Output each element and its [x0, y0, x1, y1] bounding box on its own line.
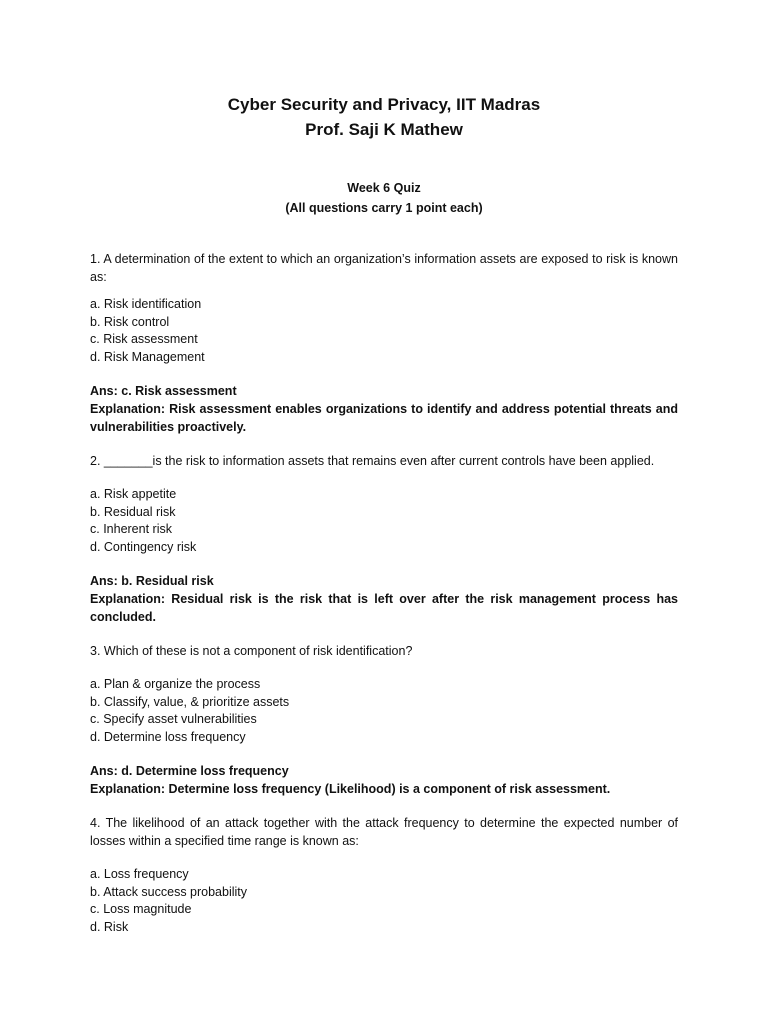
quiz-note: (All questions carry 1 point each) [285, 201, 483, 215]
option-d: d. Risk [90, 919, 129, 934]
explanation-text: Explanation: Residual risk is the risk that is left over after the risk management process has concluded. [90, 592, 678, 624]
option-c: c. Inherent risk [90, 522, 172, 536]
question-text: 3. Which of these is not a component of risk identification? [90, 644, 413, 658]
quiz-week: Week 6 Quiz [347, 181, 421, 195]
option-b: b. Residual risk [90, 504, 176, 519]
answer-text: Ans: d. Determine loss frequency [90, 764, 289, 778]
option-b: b. Attack success probability [90, 884, 248, 899]
options-list [90, 296, 678, 366]
question-4 [90, 814, 678, 936]
option-b: b. Classify, value, & prioritize assets [90, 694, 290, 709]
options-list [90, 486, 678, 556]
option-a: a. Loss frequency [90, 867, 189, 881]
option-b: b. Risk control [90, 314, 170, 329]
option-a: a. Plan & organize the process [90, 677, 261, 691]
question-text: 2. _______is the risk to information assets that remains even after current controls have been applied. [90, 454, 655, 468]
question-1 [90, 250, 678, 436]
question-2 [90, 452, 678, 626]
option-d: d. Determine loss frequency [90, 729, 246, 744]
option-c: c. Risk assessment [90, 332, 198, 346]
options-list [90, 866, 678, 936]
option-c: c. Loss magnitude [90, 902, 192, 916]
option-a: a. Risk identification [90, 297, 202, 311]
explanation-text: Explanation: Determine loss frequency (Likelihood) is a component of risk assessment. [90, 782, 611, 796]
answer-block [90, 572, 678, 626]
option-a: a. Risk appetite [90, 487, 177, 501]
explanation-text: Explanation: Risk assessment enables organizations to identify and address potential threats and vulnerabilities proactively. [90, 402, 678, 434]
answer-text: Ans: c. Risk assessment [90, 384, 237, 398]
answer-text: Ans: b. Residual risk [90, 574, 214, 588]
course-title: Cyber Security and Privacy, IIT Madras [227, 95, 541, 114]
question-text: 1. A determination of the extent to which an organization’s information assets are exposed to risk is known as: [90, 252, 678, 284]
options-list [90, 676, 678, 746]
option-c: c. Specify asset vulnerabilities [90, 712, 257, 726]
answer-block [90, 382, 678, 436]
answer-block [90, 762, 678, 798]
option-d: d. Risk Management [90, 349, 205, 364]
option-d: d. Contingency risk [90, 539, 197, 554]
question-text: 4. The likelihood of an attack together with the attack frequency to determine the expected number of losses within a specified time range is known as: [90, 816, 678, 848]
professor-name: Prof. Saji K Mathew [305, 120, 463, 139]
question-3 [90, 642, 678, 798]
